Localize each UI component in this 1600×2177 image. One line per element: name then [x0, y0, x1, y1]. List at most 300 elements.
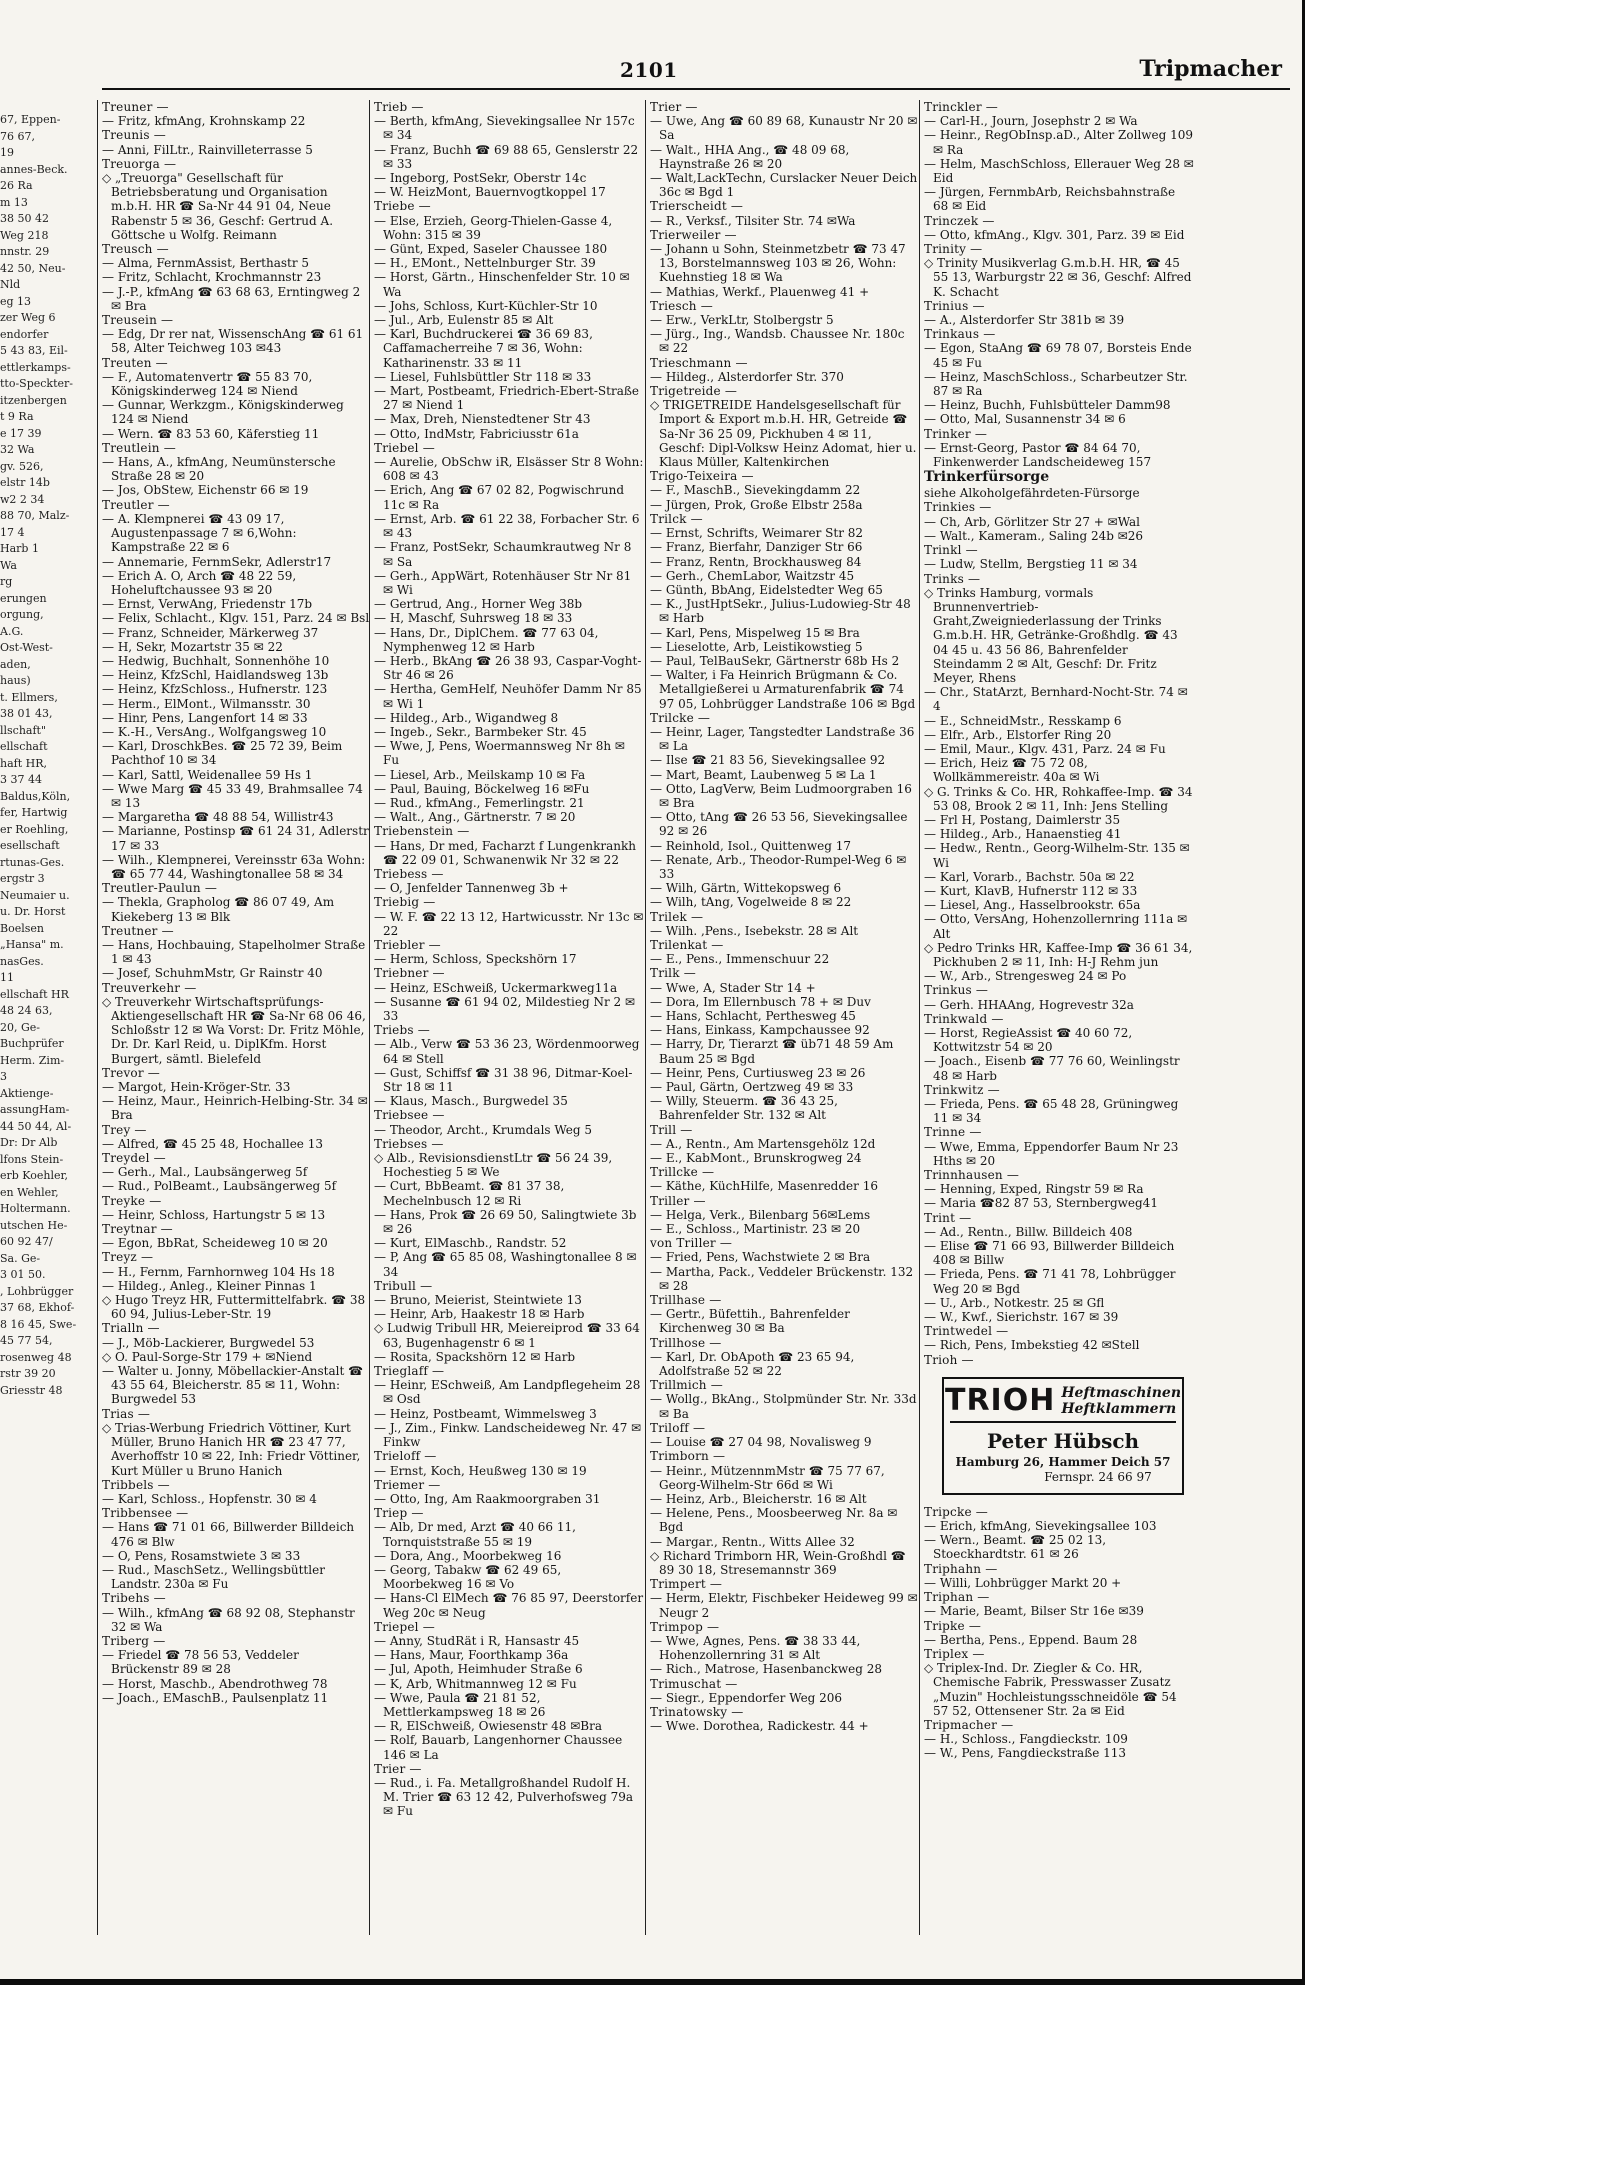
surname-heading: Trilk —: [650, 966, 696, 981]
directory-entry: — Karl, DroschkBes. ☎ 25 72 39, Beim Pachthof 10 ✉ 34: [102, 739, 343, 768]
fragment-line: 32 Wa: [0, 443, 35, 456]
directory-entry: — Anni, FilLtr., Rainvilleterrasse 5: [102, 142, 313, 157]
surname-heading: Treyke —: [102, 1193, 162, 1208]
directory-entry: — Hildeg., Arb., Wigandweg 8: [374, 710, 559, 725]
surname-heading: Trilck —: [650, 511, 703, 526]
surname-heading: Trigetreide —: [650, 384, 738, 399]
ad-product-lines: [1061, 1385, 1181, 1417]
surname-heading: Triebler —: [374, 937, 441, 952]
surname-heading: Tripcke —: [924, 1504, 988, 1519]
directory-entry: — Joach., Eisenb ☎ 77 76 60, Weinlingstr 48 ✉ Harb: [924, 1054, 1180, 1083]
directory-entry: — Jul., Arb, Eulenstr 85 ✉ Alt: [374, 313, 554, 328]
directory-entry: — J.-P., kfmAng ☎ 63 68 63, Erntingweg 2 ✉ Bra: [102, 284, 361, 313]
header-rule: [102, 88, 1290, 90]
directory-entry: — Ernst, Koch, Heußweg 130 ✉ 19: [374, 1463, 587, 1478]
surname-heading: Triebe —: [374, 199, 431, 214]
directory-entry: — Wollg., BkAng., Stolpmünder Str. Nr. 33d ✉ Ba: [650, 1392, 917, 1421]
directory-entry: — Renate, Arb., Theodor-Rumpel-Weg 6 ✉ 33: [650, 852, 907, 881]
surname-heading: Trier —: [650, 100, 698, 114]
directory-entry: — Hans, Schlacht, Perthesweg 45: [650, 1009, 856, 1023]
column-divider: [645, 100, 646, 1935]
directory-entry: — Liesel, Arb., Meilskamp 10 ✉ Fa: [374, 767, 586, 782]
fragment-line: „Hansa" m.: [0, 938, 64, 951]
surname-heading: Trimpert —: [650, 1577, 723, 1592]
directory-entry: — Klaus, Masch., Burgwedel 35: [374, 1094, 568, 1109]
directory-entry: siehe Alkoholgefährdeten-Fürsorge: [924, 486, 1140, 501]
directory-entry: — K.-H., VersAng., Wolfgangsweg 10: [102, 724, 327, 739]
directory-entry: — Franz, Schneider, Märkerweg 37: [102, 625, 319, 640]
fragment-line: gv. 526,: [0, 459, 44, 473]
directory-entry: — R, ElSchweiß, Owiesenstr 48 ✉Bra: [374, 1719, 603, 1734]
fragment-line: 11: [0, 971, 14, 984]
directory-entry: — Walt., Kameram., Saling 24b ✉26: [924, 528, 1144, 543]
directory-entry: — Margot, Hein-Kröger-Str. 33: [102, 1080, 291, 1095]
directory-entry: — J., Zim., Finkw. Landscheideweg Nr. 47 ✉ Finkw: [374, 1420, 642, 1450]
surname-heading: Trint —: [924, 1210, 972, 1225]
directory-entry: — Jul, Apoth, Heimhuder Straße 6: [374, 1662, 583, 1677]
directory-entry: — U., Arb., Notkestr. 25 ✉ Gfl: [924, 1295, 1105, 1310]
surname-heading: Trinks —: [924, 571, 981, 586]
fragment-line: eg 13: [0, 294, 32, 308]
directory-entry: — Wwe. Dorothea, Radickestr. 44 +: [650, 1719, 869, 1734]
surname-heading: Triebig —: [374, 895, 436, 910]
fragment-line: Harb 1: [0, 542, 39, 555]
directory-entry: — Karl, Buchdruckerei ☎ 36 69 83, Caffamacherreihe 7 ✉ 36, Wohn: Katharinenstr. 33 ✉ 11: [374, 327, 593, 370]
directory-entry: — Wilh., Klempnerei, Vereinsstr 63a Wohn: ☎ 65 77 44, Washingtonallee 58 ✉ 34: [102, 852, 366, 881]
directory-entry: — K, Arb, Whitmannweg 12 ✉ Fu: [374, 1676, 577, 1691]
fragment-line: t 9 Ra: [0, 410, 34, 423]
directory-entry: — Paul, Bauing, Böckelweg 16 ✉Fu: [374, 781, 590, 796]
directory-entry: — Reinhold, Isol., Quittenweg 17: [650, 838, 852, 853]
surname-heading: Trillmich —: [650, 1378, 723, 1393]
directory-entry: — Fritz, kfmAng, Krohnskamp 22: [102, 114, 306, 129]
fragment-line: , Lohbrügger: [0, 1284, 74, 1298]
directory-entry: — Heinr., MützennmMstr ☎ 75 77 67, Georg-Wilhelm-Str 66d ✉ Wi: [650, 1463, 885, 1492]
directory-entry: — Heinr, Schloss, Hartungstr 5 ✉ 13: [102, 1207, 326, 1222]
directory-entry: — Uwe, Ang ☎ 60 89 68, Kunaustr Nr 20 ✉ Sa: [650, 114, 918, 143]
surname-heading: Trinne —: [924, 1125, 982, 1140]
directory-entry: — F., Automatenvertr ☎ 55 83 70, Königskinderweg 124 ✉ Niend: [102, 369, 313, 399]
fragment-line: rtunas-Ges.: [0, 855, 65, 869]
directory-entry: — Alb., Verw ☎ 53 36 23, Wördenmoorweg 64 ✉ Stell: [374, 1037, 640, 1066]
column-divider: [369, 100, 370, 1935]
directory-entry: — Siegr., Eppendorfer Weg 206: [650, 1690, 843, 1705]
fragment-line: Sa. Ge-: [0, 1251, 41, 1265]
directory-entry: — Karl, Dr. ObApoth ☎ 23 65 94, Adolfstraße 52 ✉ 22: [650, 1349, 855, 1379]
directory-entry: ◇ Trinks Hamburg, vormals Brunnenvertrieb-Graht,Zweigniederlassung der Trinks G.m.b.H. HR, Getränke-Großhdlg. ☎ 43 04 45 u. 43 56 86, Bahrenfelder Steindamm 2 ✉ Alt, Geschf: Dr. Fritz Meyer, Rhens: [924, 585, 1178, 685]
directory-entry: — W., Kwf., Sierichstr. 167 ✉ 39: [924, 1310, 1119, 1325]
directory-entry: — Helga, Verk., Bilenbarg 56✉Lems: [650, 1207, 871, 1222]
directory-entry: — Ernst-Georg, Pastor ☎ 84 64 70, Finkenwerder Landscheideweg 157: [924, 440, 1152, 470]
directory-entry: — Lieselotte, Arb, Leistikowstieg 5: [650, 639, 863, 654]
directory-entry: ◇ Hugo Treyz HR, Futtermittelfabrk. ☎ 38 60 94, Julius-Leber-Str. 19: [102, 1293, 366, 1322]
surname-heading: Trinatowsky —: [650, 1704, 744, 1719]
directory-entry: — Rud., i. Fa. Metallgroßhandel Rudolf H. M. Trier ☎ 63 12 42, Pulverhofsweg 79a ✉ Fu: [374, 1775, 634, 1819]
directory-entry: — Ernst, Schrifts, Weimarer Str 82: [650, 526, 864, 541]
surname-heading: Trinkl —: [924, 543, 978, 558]
directory-entry: — Johann u Sohn, Steinmetzbetr ☎ 73 47 13, Borstelmannsweg 103 ✉ 26, Wohn: Kuehnstieg 18 ✉ Wa: [650, 242, 906, 285]
surname-heading: Trierweiler —: [650, 227, 737, 242]
fragment-line: assungHam-: [0, 1103, 70, 1116]
surname-heading: Triloff —: [650, 1420, 706, 1435]
directory-entry: — Gertr., Büfettih., Bahrenfelder Kirchenweg 30 ✉ Ba: [650, 1307, 850, 1336]
directory-entry: — Harry, Dr, Tierarzt ☎ üb71 48 59 Am Baum 25 ✉ Bgd: [650, 1037, 894, 1066]
directory-entry: — J., Möb-Lackierer, Burgwedel 53: [102, 1335, 315, 1350]
fragment-line: 20, Ge-: [0, 1020, 41, 1034]
surname-heading: Trilenkat —: [650, 937, 724, 952]
directory-entry: — Walt., HHA Ang., ☎ 48 09 68, Haynstraße 26 ✉ 20: [650, 142, 850, 171]
directory-entry: — Franz, Buchh ☎ 69 88 65, Genslerstr 22 ✉ 33: [374, 142, 639, 171]
surname-heading: Trilek —: [650, 909, 704, 924]
directory-entry: — Heinz, Arb., Bleicherstr. 16 ✉ Alt: [650, 1491, 867, 1506]
directory-entry: — Käthe, KüchHilfe, Masenredder 16: [650, 1179, 878, 1194]
directory-entry: — Aurelie, ObSchw iR, Elsässer Str 8 Wohn: 608 ✉ 43: [374, 455, 644, 484]
surname-heading: Trieb —: [374, 100, 424, 114]
fragment-line: 37 68, Ekhof-: [0, 1301, 75, 1314]
directory-entry: — Hildeg., Alsterdorfer Str. 370: [650, 369, 844, 384]
surname-heading: Tripmacher —: [924, 1717, 1014, 1732]
surname-heading: Trieloff —: [374, 1449, 437, 1464]
directory-entry: — Gunnar, Werkzgm., Königskinderweg 124 ✉ Niend: [102, 398, 344, 427]
fragment-line: haft HR,: [0, 756, 48, 770]
surname-heading: Triplex —: [924, 1646, 985, 1661]
directory-entry: — Heinz, MaschSchloss., Scharbeutzer Str. 87 ✉ Ra: [924, 369, 1188, 399]
fragment-line: 88 70, Malz-: [0, 509, 70, 522]
fragment-line: utschen He-: [0, 1218, 68, 1232]
directory-entry: ◇ „Treuorga" Gesellschaft für Betriebsberatung und Organisation m.b.H. HR ☎ Sa-Nr 44 91 04, Neue Rabenstr 5 ✉ 36, Geschf: Gertrud A. Göttsche u Wolfg. Reimann: [102, 171, 334, 242]
directory-entry: — Herm, Schloss, Speckshörn 17: [374, 952, 577, 967]
surname-heading: Trey —: [102, 1122, 147, 1137]
ad-line: Heftmaschinen: [1061, 1384, 1182, 1401]
fragment-line: e 17 39: [0, 426, 42, 440]
directory-entry: — Hildeg., Arb., Hanaenstieg 41: [924, 827, 1122, 842]
fragment-line: ellschaft HR: [0, 987, 69, 1001]
directory-entry: — Marie, Beamt, Bilser Str 16e ✉39: [924, 1604, 1144, 1619]
directory-entry: — Heinr, Lager, Tangstedter Landstraße 36 ✉ La: [650, 724, 915, 754]
surname-heading: Triebel —: [374, 440, 435, 455]
surname-heading: Trioh —: [924, 1352, 974, 1367]
directory-entry: — Hedwig, Buchhalt, Sonnenhöhe 10: [102, 653, 330, 668]
directory-entry: — Gerh. HHAAng, Hogrevestr 32a: [924, 997, 1134, 1012]
directory-entry: — Wwe, A, Stader Str 14 +: [650, 980, 816, 995]
directory-entry: — H., Schloss., Fangdieckstr. 109: [924, 1732, 1128, 1747]
directory-entry: — Willy, Steuerm. ☎ 36 43 25, Bahrenfelder Str. 132 ✉ Alt: [650, 1094, 838, 1123]
trioh-logo: TRIOH: [944, 1382, 1056, 1418]
surname-heading: Trieschmann —: [650, 355, 748, 370]
surname-heading: Trinkwald —: [924, 1011, 1004, 1026]
directory-entry: — Martha, Pack., Veddeler Brückenstr. 132 ✉ 28: [650, 1264, 914, 1293]
fragment-line: Buchprüfer: [0, 1037, 64, 1050]
directory-entry: — Mart, Postbeamt, Friedrich-Ebert-Straße 27 ✉ Niend 1: [374, 384, 639, 413]
directory-entry: ◇ Treuverkehr Wirtschaftsprüfungs-Aktiengesellschaft HR ☎ Sa-Nr 68 06 46, Schloßstr 12 ✉ Wa Vorst: Dr. Fritz Möhle, Dr. Dr. Karl Reid, u. DiplKfm. Horst Burgert, sämtl. Bielefeld: [102, 994, 366, 1066]
directory-entry: — Wwe, J, Pens, Woermannsweg Nr 8h ✉ Fu: [374, 739, 625, 768]
fragment-line: nasGes.: [0, 954, 44, 968]
directory-entry: — Liesel, Ang., Hasselbrookstr. 65a: [924, 898, 1141, 913]
fragment-line: t. Ellmers,: [0, 690, 58, 704]
directory-entry: — Ad., Rentn., Billw. Billdeich 408: [924, 1224, 1133, 1239]
surname-heading: Treytnar —: [102, 1222, 173, 1237]
surname-heading: Triep —: [374, 1506, 424, 1521]
directory-entry: — Ernst, VerwAng, Friedenstr 17b: [102, 597, 313, 612]
ad-line: Heftklammern: [1061, 1400, 1177, 1417]
fragment-line: 67, Eppen-: [0, 113, 61, 126]
directory-entry: — Hans, Dr., DiplChem. ☎ 77 63 04, Nymphenweg 12 ✉ Harb: [374, 625, 599, 654]
fragment-line: nnstr. 29: [0, 245, 50, 258]
directory-entry: — Wilh, Gärtn, Wittekopsweg 6: [650, 881, 842, 896]
directory-entry: — Erw., VerkLtr, Stolbergstr 5: [650, 313, 834, 328]
directory-entry: — Walter u. Jonny, Möbellackier-Anstalt ☎ 43 55 64, Bleicherstr. 85 ✉ 11, Wohn: Burgwedel 53: [102, 1364, 364, 1407]
fragment-line: rg: [0, 575, 13, 588]
directory-entry: — Hans, Dr med, Facharzt f Lungenkrankh ☎ 22 09 01, Schwanenwik Nr 32 ✉ 22: [374, 838, 636, 867]
trioh-advertisement: [942, 1377, 1184, 1495]
surname-heading: Triebess —: [374, 866, 444, 881]
surname-heading: Triphahn —: [924, 1561, 998, 1576]
directory-entry: — Karl, Schloss., Hopfenstr. 30 ✉ 4: [102, 1491, 317, 1506]
directory-entry: — Helene, Pens., Moosbeerweg Nr. 8a ✉ Bgd: [650, 1506, 898, 1535]
directory-entry: — O, Jenfelder Tannenweg 3b +: [374, 881, 569, 896]
surname-heading: Trimpop —: [650, 1619, 720, 1634]
directory-entry: — Erich, Heiz ☎ 75 72 08, Wollkämmereistr. 40a ✉ Wi: [924, 756, 1100, 785]
fragment-line: endorfer: [0, 327, 49, 341]
column-2: [374, 100, 644, 1935]
directory-entry: — Horst, RegieAssist ☎ 40 60 72, Kottwitzstr 54 ✉ 20: [924, 1026, 1133, 1055]
directory-entry: — Herm, Elektr, Fischbeker Heideweg 99 ✉ Neugr 2: [650, 1591, 918, 1620]
directory-entry: — Otto, IndMstr, Fabriciusstr 61a: [374, 426, 579, 441]
directory-entry: — E., Pens., Immenschuur 22: [650, 952, 830, 967]
surname-heading: Trinkus —: [924, 983, 989, 998]
fragment-line: llschaft": [0, 723, 47, 737]
directory-entry: — Erich A. O, Arch ☎ 48 22 59, Hoheluftchaussee 93 ✉ 20: [102, 568, 297, 597]
directory-entry: — Hans, A., kfmAng, Neumünstersche Straße 28 ✉ 20: [102, 455, 336, 484]
directory-entry: — Elise ☎ 71 66 93, Billwerder Billdeich 408 ✉ Billw: [924, 1239, 1175, 1268]
directory-entry: — Frieda, Pens. ☎ 71 41 78, Lohbrügger Weg 20 ✉ Bgd: [924, 1267, 1176, 1296]
ad-phone: Fernspr. 24 66 97: [1044, 1469, 1152, 1484]
directory-entry: — Heinz, Maur., Heinrich-Helbing-Str. 34 ✉ Bra: [102, 1094, 368, 1123]
directory-entry: — H, Maschf, Suhrsweg 18 ✉ 33: [374, 611, 573, 626]
directory-entry: — Horst, Gärtn., Hinschenfelder Str. 10 ✉ Wa: [374, 270, 630, 299]
fragment-line: 19: [0, 146, 14, 159]
directory-entry: — Hans, Maur, Foorthkamp 36a: [374, 1648, 569, 1663]
directory-entry: — Alb, Dr med, Arzt ☎ 40 66 11, Tornquiststraße 55 ✉ 19: [374, 1520, 576, 1549]
fragment-line: 42 50, Neu-: [0, 261, 66, 275]
directory-entry: — Ingeborg, PostSekr, Oberstr 14c: [374, 171, 587, 186]
surname-heading: Treutlein —: [102, 440, 176, 455]
directory-entry: — Mart, Beamt, Laubenweg 5 ✉ La 1: [650, 767, 877, 782]
directory-entry: — Frl H, Postang, Daimlerstr 35: [924, 812, 1121, 827]
surname-heading: Trevor —: [102, 1065, 160, 1080]
directory-entry: — Wilh, tAng, Vogelweide 8 ✉ 22: [650, 895, 852, 910]
directory-entry: — Anny, StudRät i R, Hansastr 45: [374, 1633, 580, 1648]
surname-heading: Treuverkehr —: [102, 980, 197, 995]
directory-entry: — Willi, Lohbrügger Markt 20 +: [924, 1575, 1122, 1590]
directory-entry: — Josef, SchuhmMstr, Gr Rainstr 40: [102, 966, 323, 981]
fragment-line: ettlerkamps-: [0, 360, 71, 374]
surname-heading: Treusein —: [102, 313, 174, 328]
directory-entry: — Else, Erzieh, Georg-Thielen-Gasse 4, Wohn: 315 ✉ 39: [374, 213, 613, 242]
surname-heading: Triebsee —: [374, 1108, 445, 1123]
directory-entry: — Wern., Beamt. ☎ 25 02 13, Stoeckhardtstr. 61 ✉ 26: [924, 1533, 1107, 1562]
surname-heading: Trias —: [102, 1406, 151, 1421]
directory-entry: — Heinz, KfzSchl, Haidlandsweg 13b: [102, 668, 329, 683]
directory-entry: — Rud., MaschSetz., Wellingsbüttler Landstr. 230a ✉ Fu: [102, 1562, 325, 1592]
surname-heading: Trintwedel —: [924, 1324, 1009, 1339]
directory-entry: — Jos, ObStew, Eichenstr 66 ✉ 19: [102, 483, 309, 498]
directory-entry: — Hans, Hochbauing, Stapelholmer Straße 1 ✉ 43: [102, 937, 366, 967]
directory-entry: — Ch, Arb, Görlitzer Str 27 + ✉Wal: [924, 514, 1140, 529]
directory-entry: ◇ Alb., RevisionsdienstLtr ☎ 56 24 39, Hochestieg 5 ✉ We: [374, 1151, 613, 1180]
directory-entry: — W. HeizMont, Bauernvogtkoppel 17: [374, 185, 606, 200]
fragment-line: rosenweg 48: [0, 1350, 72, 1364]
fragment-line: 44 50 44, Al-: [0, 1119, 72, 1133]
surname-heading: Treusch —: [102, 242, 169, 257]
directory-entry: — Louise ☎ 27 04 98, Novalisweg 9: [650, 1435, 872, 1450]
directory-entry: — Hans-Cl ElMech ☎ 76 85 97, Deerstorfer Weg 20c ✉ Neug: [374, 1591, 644, 1620]
fragment-line: erungen: [0, 591, 47, 605]
directory-entry: ◇ TRIGETREIDE Handelsgesellschaft für Import & Export m.b.H. HR, Getreide ☎ Sa-Nr 36 25 09, Pickhuben 4 ✉ 11, Geschf: Dipl-Volksw Heinz Adomat, hier u. Klaus Müller, Kaltenkirchen: [650, 398, 917, 470]
fragment-line: 3 01 50.: [0, 1268, 46, 1281]
directory-entry: — Rosita, Spackshörn 12 ✉ Harb: [374, 1349, 576, 1364]
directory-entry: — Frieda, Pens. ☎ 65 48 28, Grüningweg 11 ✉ 34: [924, 1097, 1179, 1126]
fragment-line: 5 43 83, Eil-: [0, 344, 68, 357]
directory-entry: — Curt, BbBeamt. ☎ 81 37 38, Mechelnbusch 12 ✉ Ri: [374, 1179, 565, 1208]
directory-entry: — Dora, Ang., Moorbekweg 16: [374, 1548, 562, 1563]
directory-entry: — Gertrud, Ang., Horner Weg 38b: [374, 597, 583, 612]
directory-entry: — Erich, kfmAng, Sievekingsallee 103: [924, 1519, 1157, 1534]
directory-entry: — Walt,LackTechn, Curslacker Neuer Deich 36c ✉ Bgd 1: [650, 171, 918, 200]
fragment-line: lfons Stein-: [0, 1152, 64, 1166]
directory-entry: — Otto, tAng ☎ 26 53 56, Sievekingsallee 92 ✉ 26: [650, 810, 908, 839]
directory-entry: — Paul, Gärtn, Oertzweg 49 ✉ 33: [650, 1080, 854, 1095]
directory-entry: — Egon, BbRat, Scheideweg 10 ✉ 20: [102, 1236, 328, 1251]
directory-entry: — Herb., BkAng ☎ 26 38 93, Caspar-Voght-Str 46 ✉ 26: [374, 653, 642, 683]
directory-entry: ◇ Trinity Musikverlag G.m.b.H. HR, ☎ 45 55 13, Warburgstr 22 ✉ 36, Geschf: Alfred K. Schacht: [924, 256, 1192, 299]
fragment-line: u. Dr. Horst: [0, 905, 66, 918]
directory-entry: ◇ Pedro Trinks HR, Kaffee-Imp ☎ 36 61 34, Pickhuben 2 ✉ 11, Inh: H-J Rehm jun: [924, 940, 1193, 969]
fragment-line: rstr 39 20: [0, 1367, 56, 1380]
surname-heading: Trinkaus —: [924, 327, 996, 342]
directory-entry: — Heinr, Pens, Curtiusweg 23 ✉ 26: [650, 1065, 866, 1080]
surname-heading: Trinkwitz —: [924, 1082, 1000, 1097]
ad-brand-row: [944, 1382, 1182, 1423]
directory-entry: — O, Pens, Rosamstwiete 3 ✉ 33: [102, 1548, 301, 1563]
fragment-line: A.G.: [0, 624, 24, 638]
surname-heading: Treutler-Paulun —: [102, 881, 218, 896]
directory-entry: — Kurt, KlavB, Hufnerstr 112 ✉ 33: [924, 883, 1138, 898]
fragment-line: 60 92 47/: [0, 1235, 53, 1248]
directory-entry: — E., Schloss., Martinistr. 23 ✉ 20: [650, 1222, 861, 1237]
fragment-line: Baldus,Köln,: [0, 789, 71, 803]
surname-heading: Triebenstein —: [374, 824, 470, 839]
directory-entry: — Georg, Tabakw ☎ 62 49 65, Moorbekweg 16 ✉ Vo: [374, 1562, 562, 1592]
directory-entry: — Otto, VersAng, Hohenzollernring 111a ✉ Alt: [924, 912, 1188, 941]
fragment-line: tto-Speckter-: [0, 377, 73, 390]
directory-entry: — Hans ☎ 71 01 66, Billwerder Billdeich 476 ✉ Blw: [102, 1520, 355, 1549]
directory-entry: ◇ Richard Trimborn HR, Wein-Großhdl ☎ 89 30 18, Stresemannstr 369: [650, 1548, 906, 1577]
surname-heading: Trinkies —: [924, 500, 992, 515]
page-number: 2101: [620, 58, 678, 82]
directory-entry: ◇ Trias-Werbung Friedrich Vöttiner, Kurt Müller, Bruno Hanich HR ☎ 23 47 77, Averhoffstr 10 ✉ 22, Inh: Friedr Vöttiner, Kurt Müller u Bruno Hanich: [102, 1420, 361, 1478]
ad-address: Hamburg 26, Hammer Deich 57: [955, 1454, 1171, 1469]
fragment-line: 3: [0, 1070, 7, 1083]
fragment-line: Griesstr 48: [0, 1383, 63, 1397]
directory-entry: — Horst, Maschb., Abendrothweg 78: [102, 1676, 328, 1691]
fragment-line: Ost-West-: [0, 641, 53, 654]
fragment-line: 8 16 45, Swe-: [0, 1317, 77, 1331]
directory-entry: ◇ Ludwig Tribull HR, Meiereiprod ☎ 33 64 63, Bugenhagenstr 6 ✉ 1: [374, 1321, 640, 1350]
surname-heading: Triebs —: [374, 1023, 430, 1038]
fragment-line: 38 01 43,: [0, 707, 53, 720]
directory-entry: — Rud., PolBeamt., Laubsängerweg 5f: [102, 1179, 337, 1194]
surname-heading: Treydel —: [102, 1151, 166, 1166]
directory-entry: — Thekla, Grapholog ☎ 86 07 49, Am Kiekeberg 13 ✉ Blk: [102, 895, 335, 924]
directory-entry: — Karl, Sattl, Weidenallee 59 Hs 1: [102, 767, 313, 782]
directory-entry: — Günth, BbAng, Eidelstedter Weg 65: [650, 582, 883, 597]
fragment-line: Wa: [0, 558, 17, 572]
directory-entry: — Wwe, Emma, Eppendorfer Baum Nr 23 Hths ✉ 20: [924, 1139, 1179, 1168]
directory-entry: — Maria ☎82 87 53, Sternbergweg41: [924, 1196, 1158, 1211]
directory-entry: — Margar., Rentn., Witts Allee 32: [650, 1534, 855, 1549]
directory-entry: — Ernst, Arb. ☎ 61 22 38, Forbacher Str. 6 ✉ 43: [374, 511, 640, 541]
directory-entry: — Chr., StatArzt, Bernhard-Nocht-Str. 74 ✉ 4: [924, 685, 1188, 714]
fragment-line: 38 50 42: [0, 212, 49, 225]
surname-heading: Triemer —: [374, 1477, 441, 1492]
directory-entry: — Otto, kfmAng., Klgv. 301, Parz. 39 ✉ Eid: [924, 227, 1185, 242]
previous-page-fragment: [0, 112, 92, 1399]
directory-entry: ◇ O. Paul-Sorge-Str 179 + ✉Niend: [102, 1349, 313, 1364]
directory-entry: — Ingeb., Sekr., Barmbeker Str. 45: [374, 724, 587, 739]
fragment-line: en Wehler,: [0, 1185, 59, 1199]
directory-entry: ◇ G. Trinks & Co. HR, Rohkaffee-Imp. ☎ 34 53 08, Brook 2 ✉ 11, Inh: Jens Stelling: [924, 784, 1193, 813]
directory-entry: — Karl, Pens, Mispelweg 15 ✉ Bra: [650, 625, 860, 640]
fragment-line: w2 2 34: [0, 492, 45, 506]
surname-heading: Trinker —: [924, 426, 988, 441]
directory-entry: — Franz, Bierfahr, Danziger Str 66: [650, 540, 863, 555]
directory-entry: — Bruno, Meierist, Steintwiete 13: [374, 1293, 582, 1308]
surname-heading: Treuten —: [102, 355, 168, 370]
directory-entry: — Liesel, Fuhlsbüttler Str 118 ✉ 33: [374, 369, 592, 384]
directory-entry: — Hildeg., Anleg., Kleiner Pinnas 1: [102, 1278, 317, 1293]
directory-entry: — Johs, Schloss, Kurt-Küchler-Str 10: [374, 298, 598, 313]
surname-heading: Trill —: [650, 1122, 693, 1137]
directory-entry: — Friedel ☎ 78 56 53, Veddeler Brückenstr 89 ✉ 28: [102, 1648, 299, 1677]
directory-entry: — A., Alsterdorfer Str 381b ✉ 39: [924, 313, 1125, 328]
directory-entry: — Fritz, Schlacht, Krochmannstr 23: [102, 270, 322, 285]
directory-entry: — Heinz, Postbeamt, Wimmelsweg 3: [374, 1406, 597, 1421]
surname-heading: Trimborn —: [650, 1449, 726, 1464]
directory-entry: — Alfred, ☎ 45 25 48, Hochallee 13: [102, 1136, 323, 1151]
directory-entry: — F., MaschB., Sievekingdamm 22: [650, 483, 861, 498]
fragment-line: zer Weg 6: [0, 311, 56, 324]
surname-heading: Trilcke —: [650, 710, 711, 725]
directory-entry: — Gerh., AppWärt, Rotenhäuser Str Nr 81 ✉ Wi: [374, 568, 632, 597]
surname-heading: Trier —: [374, 1761, 422, 1776]
directory-entry: — Gust, Schiffsf ☎ 31 38 96, Ditmar-Koel-Str 18 ✉ 11: [374, 1065, 633, 1095]
surname-heading: Trinity —: [924, 242, 983, 257]
surname-heading: Trillhase —: [650, 1293, 722, 1308]
directory-entry: — Bertha, Pens., Eppend. Baum 28: [924, 1632, 1138, 1647]
surname-heading: Trillcke —: [650, 1165, 715, 1180]
directory-entry: — Carl-H., Journ, Josephstr 2 ✉ Wa: [924, 114, 1138, 129]
directory-entry: — Helm, MaschSchloss, Ellerauer Weg 28 ✉ Eid: [924, 156, 1194, 186]
fragment-line: 76 67,: [0, 129, 35, 143]
fragment-line: 17 4: [0, 525, 25, 539]
surname-heading: Trigo-Teixeira —: [650, 469, 754, 484]
fragment-line: aden,: [0, 657, 31, 671]
surname-heading: Treutner —: [102, 923, 174, 938]
directory-entry: Trinkerfürsorge: [924, 469, 1050, 486]
directory-entry: — Otto, Mal, Susannenstr 34 ✉ 6: [924, 412, 1126, 427]
directory-entry: — Wilh. ,Pens., Isebekstr. 28 ✉ Alt: [650, 923, 859, 938]
